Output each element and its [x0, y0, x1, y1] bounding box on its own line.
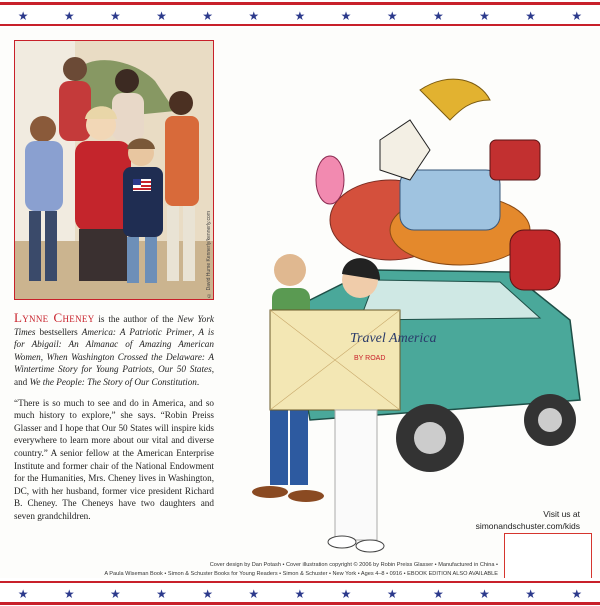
credits-line-1: Cover design by Dan Potash • Cover illustration copyright © 2006 by Robin Preiss Glasser • Manufactured in China • [209, 562, 498, 568]
author-name: Lynne Cheney [14, 310, 95, 325]
star-icon: ★ [17, 9, 29, 23]
woman-shoe-left [328, 536, 356, 548]
author-photo-illustration [15, 41, 213, 299]
bio-book-title: A is for Abigail: An Almanac of Amazing American Women [14, 326, 215, 362]
star-icon: ★ [63, 9, 75, 23]
bio-text: , [192, 326, 199, 337]
bio-text: , [151, 364, 159, 375]
author-photo [14, 40, 214, 300]
credits [48, 561, 498, 579]
star-icon: ★ [340, 9, 352, 23]
bio-paragraph-1 [14, 312, 214, 389]
map-title: Travel America [350, 331, 437, 346]
bottom-border [0, 578, 600, 606]
star-icon: ★ [340, 587, 352, 601]
star-icon: ★ [63, 587, 75, 601]
bio-text: , [40, 351, 47, 362]
star-icon: ★ [479, 587, 490, 601]
man-shoe-left [252, 486, 288, 498]
star-icon: ★ [248, 587, 260, 601]
bottom-stripe-2 [0, 602, 600, 605]
star-icon: ★ [479, 9, 490, 23]
star-icon: ★ [156, 9, 167, 23]
cover-illustration [250, 60, 590, 560]
bio-book-title: We the People: The Story of Our Constitution [29, 376, 197, 387]
star-icon: ★ [248, 9, 260, 23]
star-icon: ★ [202, 9, 214, 23]
flamingo [316, 156, 344, 204]
bio-text: . [196, 376, 200, 387]
bio-paragraph-2: “There is so much to see and do in America, and so much history to explore,” she says. “Robin Preiss Glasser and I hope that Our 50 States will inspire kids everywhere to learn more about our vital and diverse country.” A senior fellow at the American Enterprise Institute and former chair of the National Endowment for the Humanities, Mrs. Cheney lives in Washington, DC, with her husband, former vice president Richard B. Cheney. The Cheneys have two daughters and seven grandchildren. [14, 397, 214, 521]
woman-pants [335, 410, 377, 540]
star-icon: ★ [525, 9, 536, 23]
credits-line-2: A Paula Wiseman Book • Simon & Schuster Books for Young Readers • Simon & Schuster • New York • Ages 4–8 • 0916 • EBOOK EDITION ALSO AVAILABLE [104, 571, 498, 577]
star-icon: ★ [571, 9, 583, 23]
top-stripe-1 [0, 2, 600, 5]
bio-text: bestsellers [35, 326, 82, 337]
man-head [274, 254, 306, 286]
map-subtitle: BY ROAD [354, 355, 386, 362]
star-icon: ★ [386, 9, 398, 23]
bottom-star-row [0, 586, 600, 602]
photo-credit: © David Hume Kennerly/kennerly.com [206, 211, 212, 298]
star-icon: ★ [386, 587, 398, 601]
bio-title-nyt: New York Times [14, 314, 215, 337]
eagle-weathervane [420, 79, 490, 120]
luggage-floral-bag [400, 170, 500, 230]
visit-website [440, 508, 580, 532]
top-border [0, 0, 600, 28]
star-icon: ★ [202, 587, 214, 601]
bottom-stripe-1 [0, 581, 600, 583]
star-icon: ★ [432, 587, 444, 601]
bio-book-title: When Washington Crossed the Delaware: A Wintertime Story for Young Patriots [14, 351, 215, 375]
barcode-box [504, 533, 592, 583]
star-icon: ★ [525, 587, 536, 601]
drum [490, 140, 540, 180]
bio-text: is the author of the [94, 314, 178, 324]
star-icon: ★ [109, 9, 121, 23]
bio-book-title: Our 50 States [158, 364, 212, 375]
star-icon: ★ [109, 587, 121, 601]
star-icon: ★ [571, 587, 583, 601]
star-icon: ★ [294, 9, 306, 23]
website-link[interactable]: simonandschuster.com/kids [475, 521, 580, 531]
star-icon: ★ [432, 9, 444, 23]
star-icon: ★ [17, 587, 29, 601]
man-shoe-right [288, 490, 324, 502]
star-icon: ★ [156, 587, 167, 601]
bio-text: , and [14, 364, 214, 387]
visit-label: Visit us at [543, 509, 580, 519]
luggage-red-suitcase [510, 230, 560, 290]
woman-shoe-right [356, 540, 384, 552]
top-star-row [0, 8, 600, 24]
bio-book-title: America: A Patriotic Primer [81, 326, 193, 337]
author-bio [14, 312, 214, 531]
top-stripe-2 [0, 24, 600, 26]
star-icon: ★ [294, 587, 306, 601]
